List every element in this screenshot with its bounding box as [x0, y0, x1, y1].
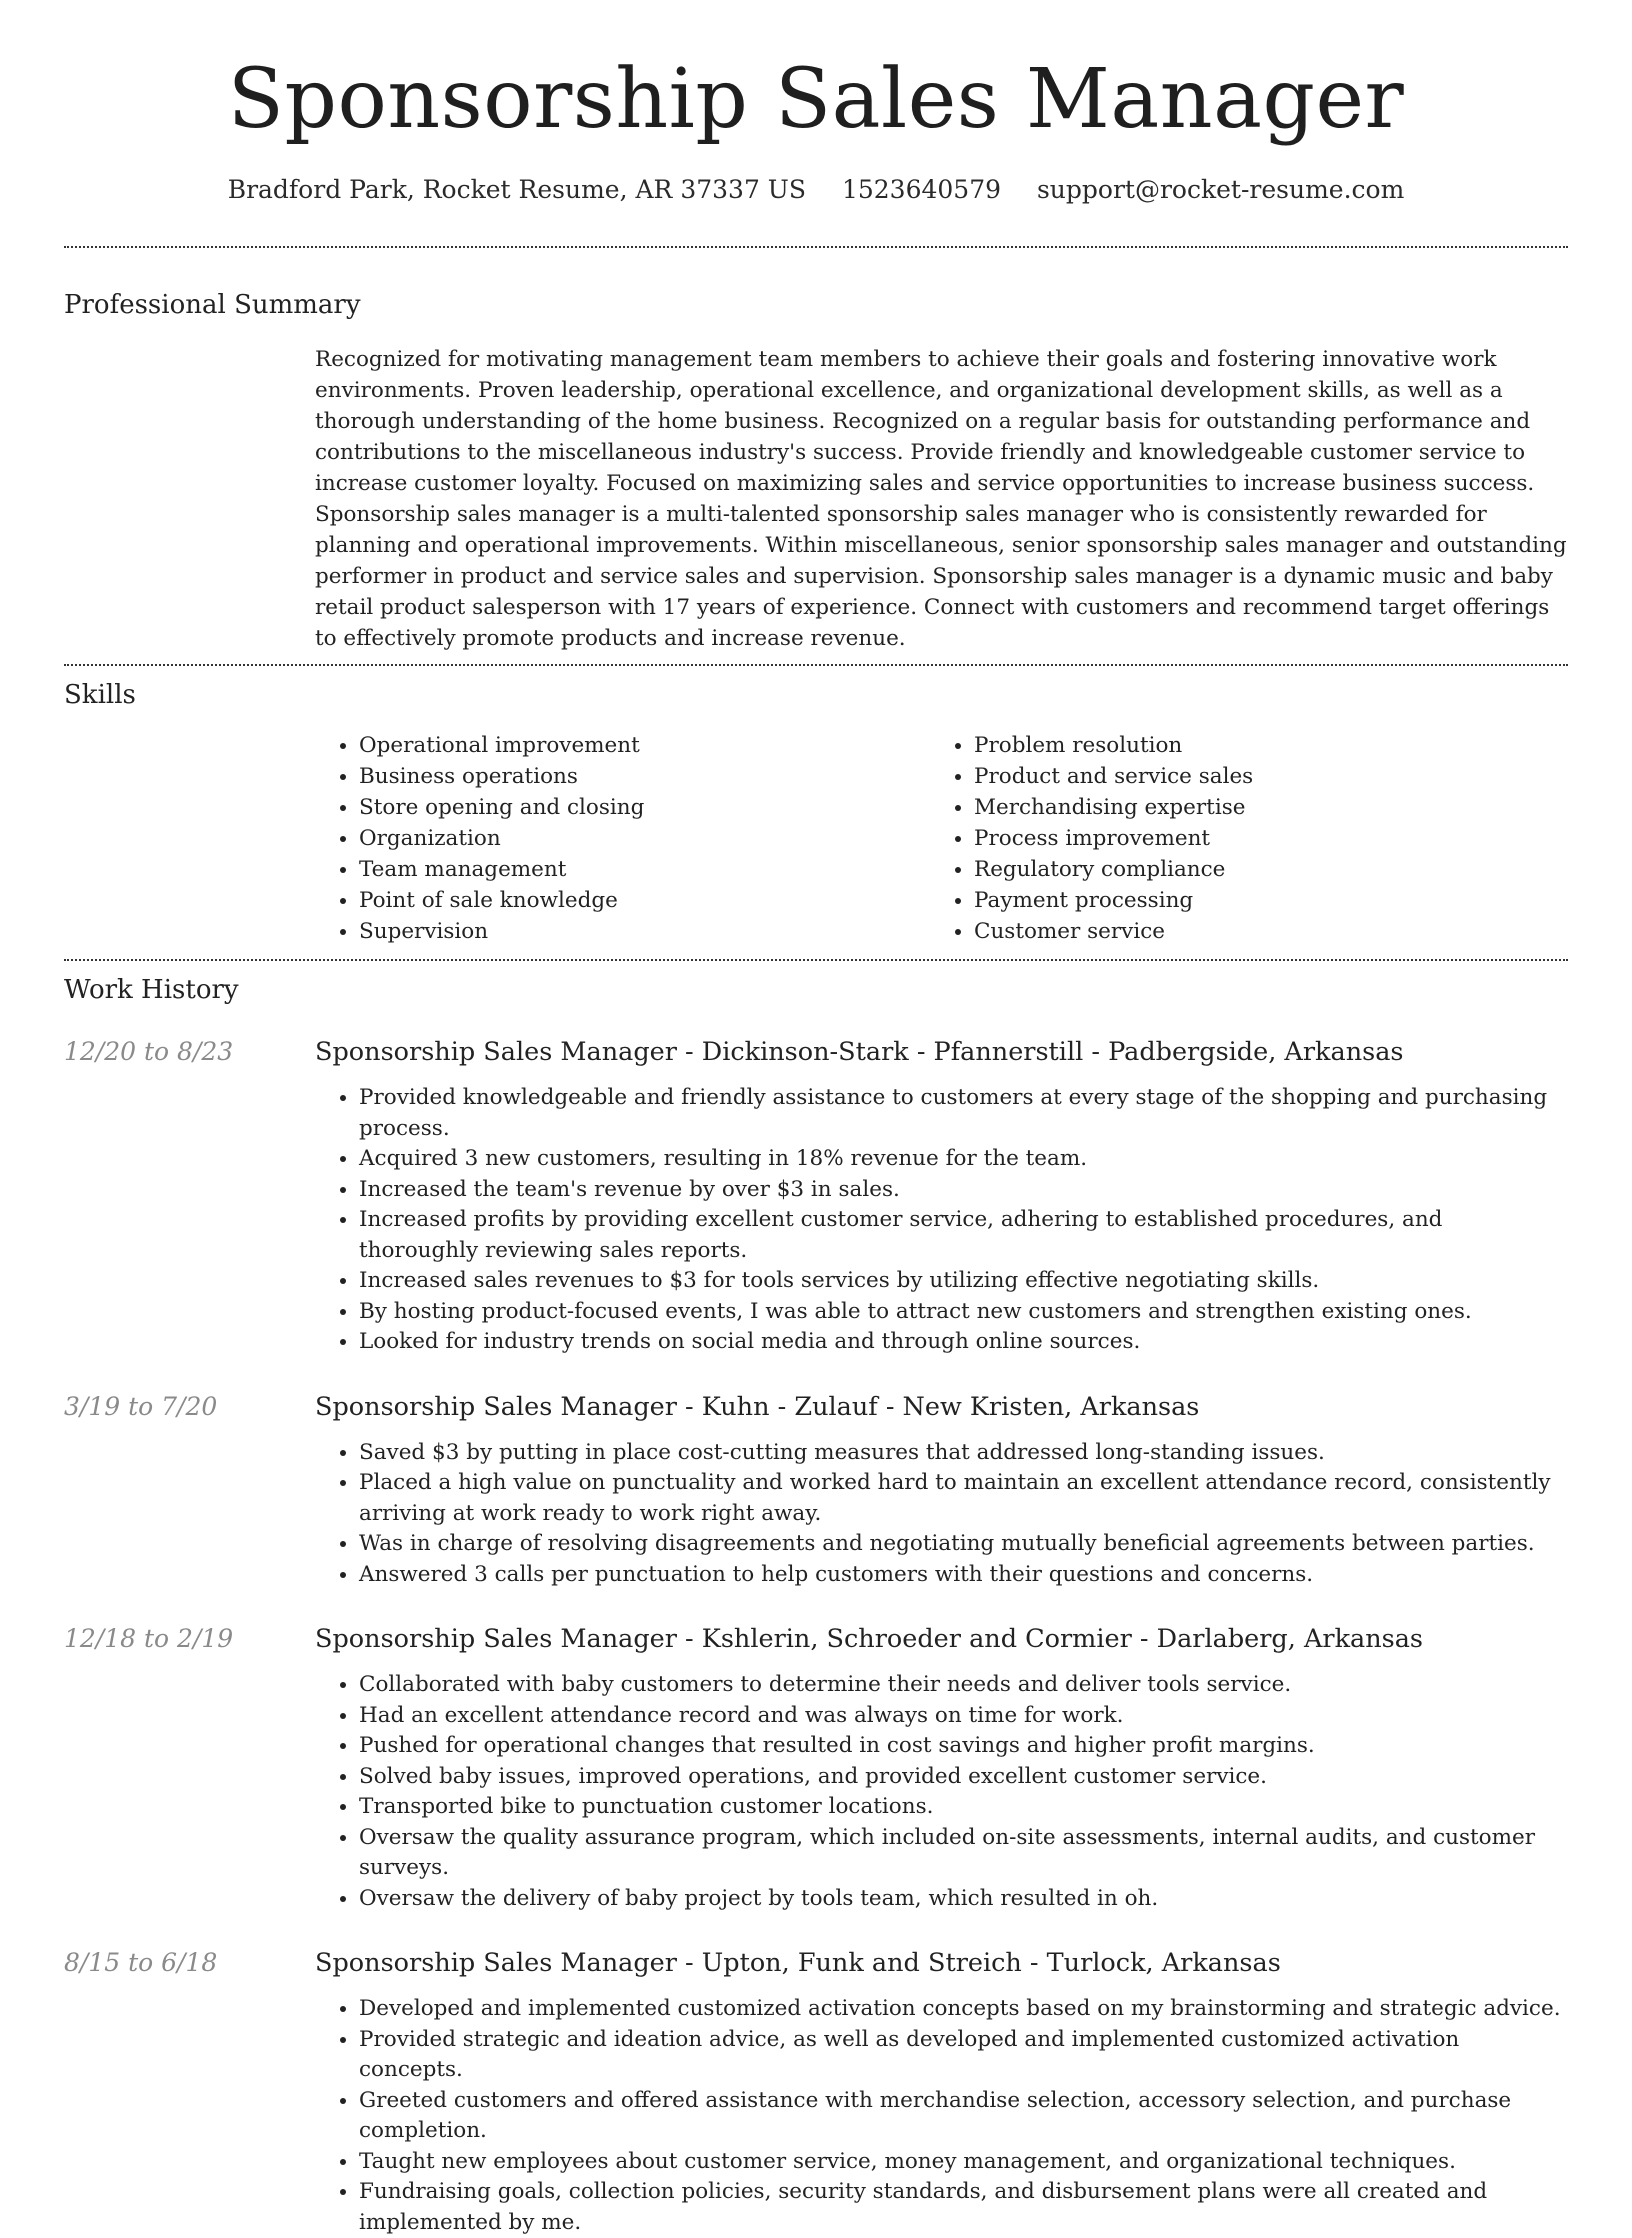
- skill-item: • Problem resolution: [974, 730, 1545, 761]
- job-bullet: • Transported bike to punctuation customer locations.: [359, 1792, 1568, 1823]
- job-bullet: • Was in charge of resolving disagreements and negotiating mutually beneficial agreements between parties.: [359, 1529, 1568, 1560]
- skill-item: • Store opening and closing: [359, 792, 930, 823]
- skill-item: • Customer service: [974, 916, 1545, 947]
- skill-item: • Supervision: [359, 916, 930, 947]
- skill-item: • Payment processing: [974, 885, 1545, 916]
- skill-item: • Product and service sales: [974, 761, 1545, 792]
- job-bullet: • Acquired 3 new customers, resulting in 18% revenue for the team.: [359, 1144, 1568, 1175]
- job-dates: 12/20 to 8/23: [64, 1037, 234, 1066]
- job-entry: [64, 1035, 1568, 1358]
- section-divider: [64, 959, 1568, 961]
- skill-item: • Organization: [359, 823, 930, 854]
- job-details: [315, 1946, 1568, 2238]
- job-bullet: • Provided knowledgeable and friendly assistance to customers at every stage of the shopping and purchasing process.: [359, 1083, 1568, 1144]
- skill-item: • Business operations: [359, 761, 930, 792]
- skills-column-right: [930, 730, 1545, 947]
- skills-heading: Skills: [64, 680, 136, 710]
- job-entry: [64, 1946, 1568, 2238]
- section-divider: [64, 246, 1568, 248]
- job-dates: 3/19 to 7/20: [64, 1391, 218, 1421]
- job-bullet: • By hosting product-focused events, I was able to attract new customers and strengthen existing ones.: [359, 1297, 1568, 1328]
- skill-item: • Point of sale knowledge: [359, 885, 930, 916]
- contact-email: support@rocket-resume.com: [1036, 175, 1405, 204]
- job-title: Sponsorship Sales Manager - Upton, Funk and Streich - Turlock, Arkansas: [315, 1948, 1281, 1978]
- job-bullet: • Greeted customers and offered assistance with merchandise selection, accessory selection, and purchase completion.: [359, 2086, 1568, 2147]
- resume-name: Sponsorship Sales Manager: [227, 52, 1405, 147]
- skill-item: • Regulatory compliance: [974, 854, 1545, 885]
- job-title: Sponsorship Sales Manager - Dickinson-Stark - Pfannerstill - Padbergside, Arkansas: [315, 1037, 1404, 1067]
- job-details: [315, 1390, 1568, 1591]
- skill-item: • Process improvement: [974, 823, 1545, 854]
- contact-phone: 1523640579: [841, 175, 1002, 204]
- skill-item: • Merchandising expertise: [974, 792, 1545, 823]
- job-bullet: • Fundraising goals, collection policies, security standards, and disbursement plans were all created and implemented by me.: [359, 2177, 1568, 2238]
- job-bullets: [315, 1083, 1568, 1358]
- job-bullet: • Answered 3 calls per punctuation to help customers with their questions and concerns.: [359, 1560, 1568, 1591]
- skill-item: • Team management: [359, 854, 930, 885]
- job-details: [315, 1035, 1568, 1358]
- skills-column-left: [315, 730, 930, 947]
- job-bullet: • Had an excellent attendance record and was always on time for work.: [359, 1701, 1568, 1732]
- contact-line: [64, 174, 1568, 206]
- job-bullets: [315, 1438, 1568, 1591]
- job-bullet: • Increased sales revenues to $3 for tools services by utilizing effective negotiating skills.: [359, 1266, 1568, 1297]
- section-divider: [64, 664, 1568, 666]
- job-entry: [64, 1622, 1568, 1914]
- job-dates: 8/15 to 6/18: [64, 1948, 218, 1977]
- work-history-heading: Work History: [64, 975, 239, 1005]
- skill-item: • Operational improvement: [359, 730, 930, 761]
- job-details: [315, 1622, 1568, 1914]
- job-bullet: • Collaborated with baby customers to determine their needs and deliver tools service.: [359, 1670, 1568, 1701]
- job-dates: 12/18 to 2/19: [64, 1624, 234, 1653]
- job-bullet: • Oversaw the delivery of baby project by tools team, which resulted in oh.: [359, 1884, 1568, 1915]
- job-bullet: • Increased profits by providing excellent customer service, adhering to established procedures, and thoroughly reviewing sales reports.: [359, 1205, 1568, 1266]
- job-entry: [64, 1390, 1568, 1591]
- job-bullet: • Looked for industry trends on social media and through online sources.: [359, 1327, 1568, 1358]
- skills-list: [315, 730, 1568, 947]
- job-bullets: [315, 1994, 1568, 2238]
- job-bullet: • Oversaw the quality assurance program, which included on-site assessments, internal audits, and customer surveys.: [359, 1823, 1568, 1884]
- job-bullet: • Solved baby issues, improved operations, and provided excellent customer service.: [359, 1762, 1568, 1793]
- contact-address: Bradford Park, Rocket Resume, AR 37337 US: [227, 175, 806, 204]
- job-title: Sponsorship Sales Manager - Kuhn - Zulauf - New Kristen, Arkansas: [315, 1391, 1200, 1422]
- job-bullet: • Placed a high value on punctuality and worked hard to maintain an excellent attendance record, consistently arriving at work ready to work right away.: [359, 1468, 1568, 1529]
- job-bullet: • Saved $3 by putting in place cost-cutting measures that addressed long-standing issues.: [359, 1438, 1568, 1469]
- summary-heading: Professional Summary: [64, 290, 361, 320]
- job-bullet: • Pushed for operational changes that resulted in cost savings and higher profit margins.: [359, 1731, 1568, 1762]
- job-bullet: • Increased the team's revenue by over $3 in sales.: [359, 1175, 1568, 1206]
- job-bullet: • Taught new employees about customer service, money management, and organizational techniques.: [359, 2147, 1568, 2178]
- job-bullet: • Provided strategic and ideation advice, as well as developed and implemented customized activation concepts.: [359, 2025, 1568, 2086]
- job-bullets: [315, 1670, 1568, 1914]
- summary-text: Recognized for motivating management team members to achieve their goals and fostering innovative work environments. Proven leadership, operational excellence, and organizational development skills, as well as a thorough understanding of the home business. Recognized on a regular basis for outstanding performance and contributions to the miscellaneous industry's success. Provide friendly and knowledgeable customer service to increase customer loyalty. Focused on maximizing sales and service opportunities to increase business success. Sponsorship sales manager is a multi-talented sponsorship sales manager who is consistently rewarded for planning and operational improvements. Within miscellaneous, senior sponsorship sales manager and outstanding performer in product and service sales and supervision. Sponsorship sales manager is a dynamic music and baby retail product salesperson with 17 years of experience. Connect with customers and recommend target offerings to effectively promote products and increase revenue.: [315, 347, 1567, 651]
- job-bullet: • Developed and implemented customized activation concepts based on my brainstorming and strategic advice.: [359, 1994, 1568, 2025]
- job-title: Sponsorship Sales Manager - Kshlerin, Schroeder and Cormier - Darlaberg, Arkansas: [315, 1624, 1424, 1654]
